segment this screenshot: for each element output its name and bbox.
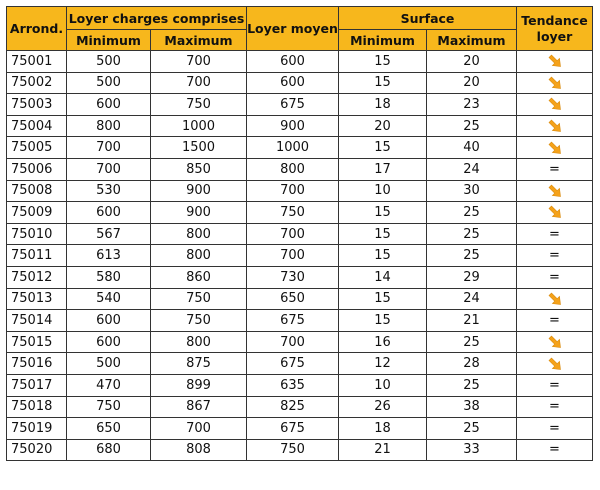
cell-loyer-moyen: 635 <box>247 374 339 396</box>
cell-loyer-max: 700 <box>151 51 247 73</box>
cell-arrond: 75014 <box>7 310 67 332</box>
cell-surface-min: 15 <box>339 202 427 224</box>
cell-tendance <box>517 374 593 396</box>
rent-table-container <box>6 6 593 461</box>
cell-loyer-max: 1000 <box>151 115 247 137</box>
cell-surface-max: 20 <box>427 51 517 73</box>
cell-loyer-min: 700 <box>67 158 151 180</box>
cell-tendance <box>517 223 593 245</box>
table-row <box>7 137 593 159</box>
cell-loyer-min: 567 <box>67 223 151 245</box>
cell-surface-min: 18 <box>339 418 427 440</box>
cell-loyer-max: 800 <box>151 245 247 267</box>
cell-loyer-moyen: 700 <box>247 180 339 202</box>
cell-tendance <box>517 288 593 310</box>
cell-arrond: 75008 <box>7 180 67 202</box>
cell-loyer-moyen: 1000 <box>247 137 339 159</box>
trend-down-arrow-icon <box>547 140 563 156</box>
header-loyer-max: Maximum <box>151 30 247 51</box>
cell-loyer-min: 600 <box>67 94 151 116</box>
table-row <box>7 439 593 461</box>
cell-loyer-max: 850 <box>151 158 247 180</box>
cell-loyer-max: 700 <box>151 72 247 94</box>
cell-loyer-min: 600 <box>67 310 151 332</box>
trend-stable-icon: = <box>549 248 560 264</box>
cell-surface-min: 15 <box>339 223 427 245</box>
cell-surface-max: 24 <box>427 158 517 180</box>
trend-down-arrow-icon <box>547 53 563 69</box>
cell-arrond: 75016 <box>7 353 67 375</box>
cell-surface-max: 25 <box>427 115 517 137</box>
cell-loyer-max: 800 <box>151 331 247 353</box>
cell-loyer-moyen: 825 <box>247 396 339 418</box>
cell-surface-max: 25 <box>427 223 517 245</box>
table-row <box>7 266 593 288</box>
cell-surface-max: 38 <box>427 396 517 418</box>
cell-loyer-min: 613 <box>67 245 151 267</box>
table-row <box>7 202 593 224</box>
cell-tendance <box>517 158 593 180</box>
trend-stable-icon: = <box>549 226 560 242</box>
trend-down-arrow-icon <box>547 204 563 220</box>
cell-arrond: 75010 <box>7 223 67 245</box>
cell-surface-max: 23 <box>427 94 517 116</box>
table-row <box>7 223 593 245</box>
header-tendance <box>517 7 593 51</box>
cell-surface-min: 26 <box>339 396 427 418</box>
cell-loyer-moyen: 750 <box>247 202 339 224</box>
cell-tendance <box>517 94 593 116</box>
table-row <box>7 180 593 202</box>
cell-surface-min: 12 <box>339 353 427 375</box>
trend-down-arrow-icon <box>547 183 563 199</box>
cell-surface-min: 15 <box>339 137 427 159</box>
trend-down-arrow-icon <box>547 334 563 350</box>
cell-loyer-moyen: 675 <box>247 94 339 116</box>
header-arrond: Arrond. <box>7 7 67 51</box>
cell-loyer-moyen: 675 <box>247 310 339 332</box>
cell-loyer-min: 530 <box>67 180 151 202</box>
table-row <box>7 115 593 137</box>
cell-tendance <box>517 310 593 332</box>
cell-loyer-max: 860 <box>151 266 247 288</box>
cell-loyer-moyen: 600 <box>247 51 339 73</box>
cell-tendance <box>517 266 593 288</box>
cell-surface-min: 20 <box>339 115 427 137</box>
rent-table <box>6 6 593 461</box>
cell-loyer-max: 1500 <box>151 137 247 159</box>
table-row <box>7 418 593 440</box>
trend-stable-icon: = <box>549 420 560 436</box>
cell-loyer-min: 650 <box>67 418 151 440</box>
table-row <box>7 94 593 116</box>
cell-loyer-min: 470 <box>67 374 151 396</box>
cell-surface-max: 25 <box>427 418 517 440</box>
header-loyer-moyen-text: Loyer moyen <box>247 20 338 36</box>
cell-tendance <box>517 51 593 73</box>
cell-loyer-min: 500 <box>67 353 151 375</box>
trend-stable-icon: = <box>549 399 560 415</box>
table-row <box>7 310 593 332</box>
cell-loyer-moyen: 800 <box>247 158 339 180</box>
header-surface-max: Maximum <box>427 30 517 51</box>
trend-stable-icon: = <box>549 161 560 177</box>
cell-loyer-max: 808 <box>151 439 247 461</box>
cell-arrond: 75003 <box>7 94 67 116</box>
cell-loyer-min: 680 <box>67 439 151 461</box>
cell-surface-min: 15 <box>339 288 427 310</box>
cell-loyer-max: 899 <box>151 374 247 396</box>
cell-surface-max: 24 <box>427 288 517 310</box>
cell-tendance <box>517 180 593 202</box>
cell-arrond: 75009 <box>7 202 67 224</box>
header-loyer-moyen <box>247 7 339 51</box>
cell-surface-min: 21 <box>339 439 427 461</box>
table-row <box>7 51 593 73</box>
cell-surface-max: 21 <box>427 310 517 332</box>
cell-surface-min: 10 <box>339 180 427 202</box>
cell-surface-max: 29 <box>427 266 517 288</box>
cell-loyer-min: 500 <box>67 51 151 73</box>
cell-loyer-moyen: 700 <box>247 331 339 353</box>
cell-arrond: 75011 <box>7 245 67 267</box>
cell-surface-max: 25 <box>427 245 517 267</box>
cell-surface-min: 16 <box>339 331 427 353</box>
cell-surface-max: 20 <box>427 72 517 94</box>
header-loyer-min: Minimum <box>67 30 151 51</box>
cell-loyer-min: 600 <box>67 331 151 353</box>
trend-down-arrow-icon <box>547 118 563 134</box>
table-body <box>7 51 593 461</box>
cell-tendance <box>517 439 593 461</box>
cell-loyer-min: 500 <box>67 72 151 94</box>
table-row <box>7 331 593 353</box>
cell-tendance <box>517 72 593 94</box>
cell-surface-max: 28 <box>427 353 517 375</box>
trend-down-arrow-icon <box>547 291 563 307</box>
cell-tendance <box>517 331 593 353</box>
cell-arrond: 75017 <box>7 374 67 396</box>
cell-surface-min: 15 <box>339 51 427 73</box>
cell-surface-min: 14 <box>339 266 427 288</box>
cell-surface-min: 17 <box>339 158 427 180</box>
cell-loyer-moyen: 700 <box>247 245 339 267</box>
cell-tendance <box>517 115 593 137</box>
cell-loyer-max: 800 <box>151 223 247 245</box>
cell-loyer-moyen: 675 <box>247 418 339 440</box>
cell-loyer-moyen: 900 <box>247 115 339 137</box>
cell-surface-min: 15 <box>339 72 427 94</box>
cell-arrond: 75013 <box>7 288 67 310</box>
cell-surface-min: 15 <box>339 245 427 267</box>
table-row <box>7 158 593 180</box>
cell-loyer-max: 750 <box>151 288 247 310</box>
cell-loyer-moyen: 650 <box>247 288 339 310</box>
cell-loyer-min: 540 <box>67 288 151 310</box>
cell-loyer-max: 750 <box>151 310 247 332</box>
cell-loyer-moyen: 750 <box>247 439 339 461</box>
table-row <box>7 396 593 418</box>
cell-loyer-moyen: 730 <box>247 266 339 288</box>
header-surface: Surface <box>339 7 517 30</box>
trend-stable-icon: = <box>549 312 560 328</box>
table-row <box>7 353 593 375</box>
cell-surface-max: 25 <box>427 202 517 224</box>
cell-arrond: 75018 <box>7 396 67 418</box>
cell-arrond: 75001 <box>7 51 67 73</box>
header-surface-min: Minimum <box>339 30 427 51</box>
cell-tendance <box>517 245 593 267</box>
cell-surface-max: 25 <box>427 331 517 353</box>
cell-loyer-moyen: 675 <box>247 353 339 375</box>
cell-loyer-max: 900 <box>151 180 247 202</box>
table-header <box>7 7 593 51</box>
cell-surface-min: 15 <box>339 310 427 332</box>
cell-arrond: 75019 <box>7 418 67 440</box>
cell-tendance <box>517 202 593 224</box>
cell-loyer-min: 600 <box>67 202 151 224</box>
cell-surface-min: 18 <box>339 94 427 116</box>
cell-tendance <box>517 418 593 440</box>
cell-arrond: 75006 <box>7 158 67 180</box>
cell-loyer-moyen: 700 <box>247 223 339 245</box>
trend-stable-icon: = <box>549 377 560 393</box>
cell-loyer-min: 800 <box>67 115 151 137</box>
cell-surface-max: 33 <box>427 439 517 461</box>
cell-loyer-max: 750 <box>151 94 247 116</box>
cell-loyer-max: 700 <box>151 418 247 440</box>
trend-down-arrow-icon <box>547 75 563 91</box>
table-row <box>7 374 593 396</box>
header-tendance-text: Tendance loyer <box>521 12 588 44</box>
cell-loyer-max: 875 <box>151 353 247 375</box>
cell-loyer-max: 900 <box>151 202 247 224</box>
cell-surface-max: 30 <box>427 180 517 202</box>
cell-arrond: 75012 <box>7 266 67 288</box>
header-loyer-charges: Loyer charges comprises <box>67 7 247 30</box>
trend-down-arrow-icon <box>547 356 563 372</box>
cell-arrond: 75002 <box>7 72 67 94</box>
cell-surface-max: 40 <box>427 137 517 159</box>
table-row <box>7 72 593 94</box>
cell-arrond: 75005 <box>7 137 67 159</box>
cell-arrond: 75004 <box>7 115 67 137</box>
cell-loyer-moyen: 600 <box>247 72 339 94</box>
cell-loyer-min: 580 <box>67 266 151 288</box>
cell-arrond: 75020 <box>7 439 67 461</box>
table-row <box>7 288 593 310</box>
cell-loyer-min: 700 <box>67 137 151 159</box>
cell-loyer-max: 867 <box>151 396 247 418</box>
cell-surface-min: 10 <box>339 374 427 396</box>
cell-tendance <box>517 396 593 418</box>
cell-arrond: 75015 <box>7 331 67 353</box>
cell-tendance <box>517 353 593 375</box>
trend-stable-icon: = <box>549 442 560 458</box>
cell-tendance <box>517 137 593 159</box>
cell-surface-max: 25 <box>427 374 517 396</box>
trend-stable-icon: = <box>549 269 560 285</box>
trend-down-arrow-icon <box>547 96 563 112</box>
cell-loyer-min: 750 <box>67 396 151 418</box>
table-row <box>7 245 593 267</box>
